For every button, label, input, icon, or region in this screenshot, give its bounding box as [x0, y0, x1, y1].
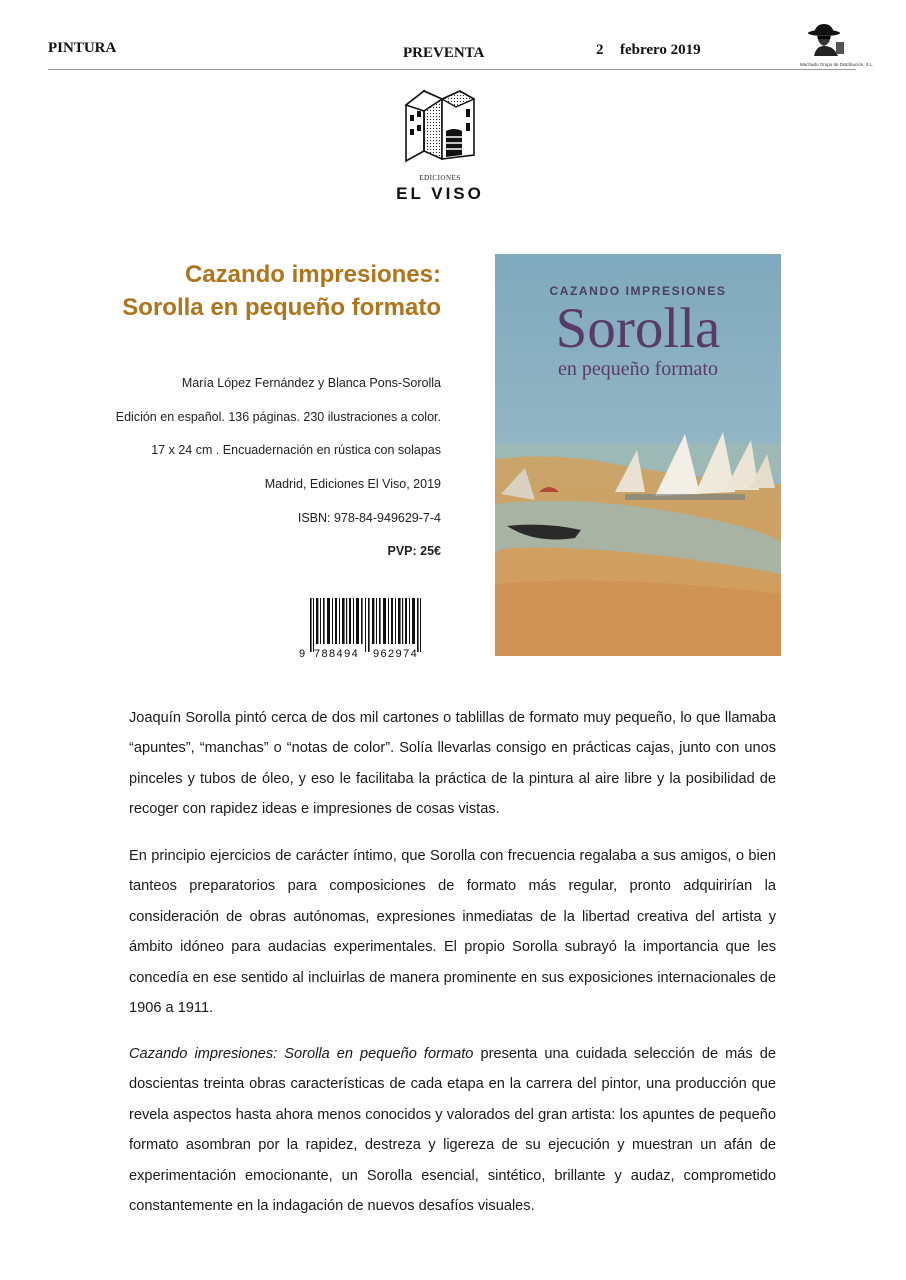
book-price: PVP: 25€: [387, 544, 441, 558]
category-label: PINTURA: [48, 40, 117, 56]
distributor-text: Machado Grupo de Distribución, S.L.: [800, 62, 874, 67]
body-paragraph-3-text: presenta una cuidada selección de más de doscientas treinta obras características de cada etapa en la carrera del pintor, una producción que revela aspectos hasta ahora menos conocidos y valorados del gran artista: los apuntes de pequeño formato asombran por la rapidez, destreza y ligereza de su ejecución y muestran un afán de experimentación emocionante, un Sorolla esencial, sintético, brillante y audaz, comprometido constantemente en la indagación de nuevos desafíos visuales.: [129, 1046, 776, 1215]
cover-subtitle: en pequeño formato: [558, 358, 718, 380]
body-paragraph-3-title: Cazando impresiones: Sorolla en pequeño formato: [129, 1046, 474, 1062]
body-paragraph-1: Joaquín Sorolla pintó cerca de dos mil cartones o tablillas de formato muy pequeño, lo que llamaba “apuntes”, “manchas” o “notas de color”. Solía llevarlas consigo en prácticas cajas, junto con unos pinceles y tubos de óleo, y eso le facilitaba la práctica de la pintura al aire libre y la posibilidad de recoger con rapidez ideas e impresiones de cosas vistas.: [129, 710, 776, 818]
building-icon: [390, 85, 490, 169]
book-cover: [495, 254, 781, 656]
book-edition: Edición en español. 136 páginas. 230 ilustraciones a color.: [115, 410, 441, 424]
cover-title: Sorolla: [555, 297, 721, 360]
book-format: 17 x 24 cm . Encuadernación en rústica con solapas: [151, 443, 441, 457]
date-month-year: febrero 2019: [620, 42, 701, 58]
distributor-logo: [800, 22, 874, 67]
book-imprint: Madrid, Ediciones El Viso, 2019: [264, 477, 441, 491]
date-day: 2: [596, 42, 604, 58]
book-title-line2: Sorolla en pequeño formato: [122, 294, 441, 321]
hat-man-icon: [800, 22, 860, 56]
presale-label: PREVENTA: [403, 45, 485, 61]
book-title-line1: Cazando impresiones:: [184, 261, 441, 288]
publisher-name: EL VISO: [396, 184, 484, 203]
barcode-digit-first: 9: [299, 648, 307, 660]
body-paragraph-2: En principio ejercicios de carácter íntimo, que Sorolla con frecuencia regalaba a sus amigos, o bien tanteos preparatorios para composiciones de formato más regular, pronto adquirirían la consideración de obras autónomas, expresiones inmediatas de la libertad creativa del artista y ámbito idóneo para audacias experimentales. El propio Sorolla subrayó la importancia que les concedía en ese sentido al incluirlas de manera prominente en sus exposiciones internacionales de 1906 a 1911.: [129, 848, 776, 1017]
barcode-digits-right: 962974: [373, 648, 419, 660]
book-authors: María López Fernández y Blanca Pons-Sorolla: [181, 376, 441, 390]
publisher-logo: [390, 85, 490, 205]
barcode-digits-left: 788494: [314, 648, 360, 660]
book-title: [122, 258, 441, 324]
publisher-small-label: EDICIONES: [419, 174, 461, 182]
cover-eyebrow: CAZANDO IMPRESIONES: [549, 284, 727, 298]
book-isbn: ISBN: 978-84-949629-7-4: [297, 511, 441, 525]
header-rule: [48, 69, 856, 70]
body-paragraph-3: [129, 1039, 776, 1221]
